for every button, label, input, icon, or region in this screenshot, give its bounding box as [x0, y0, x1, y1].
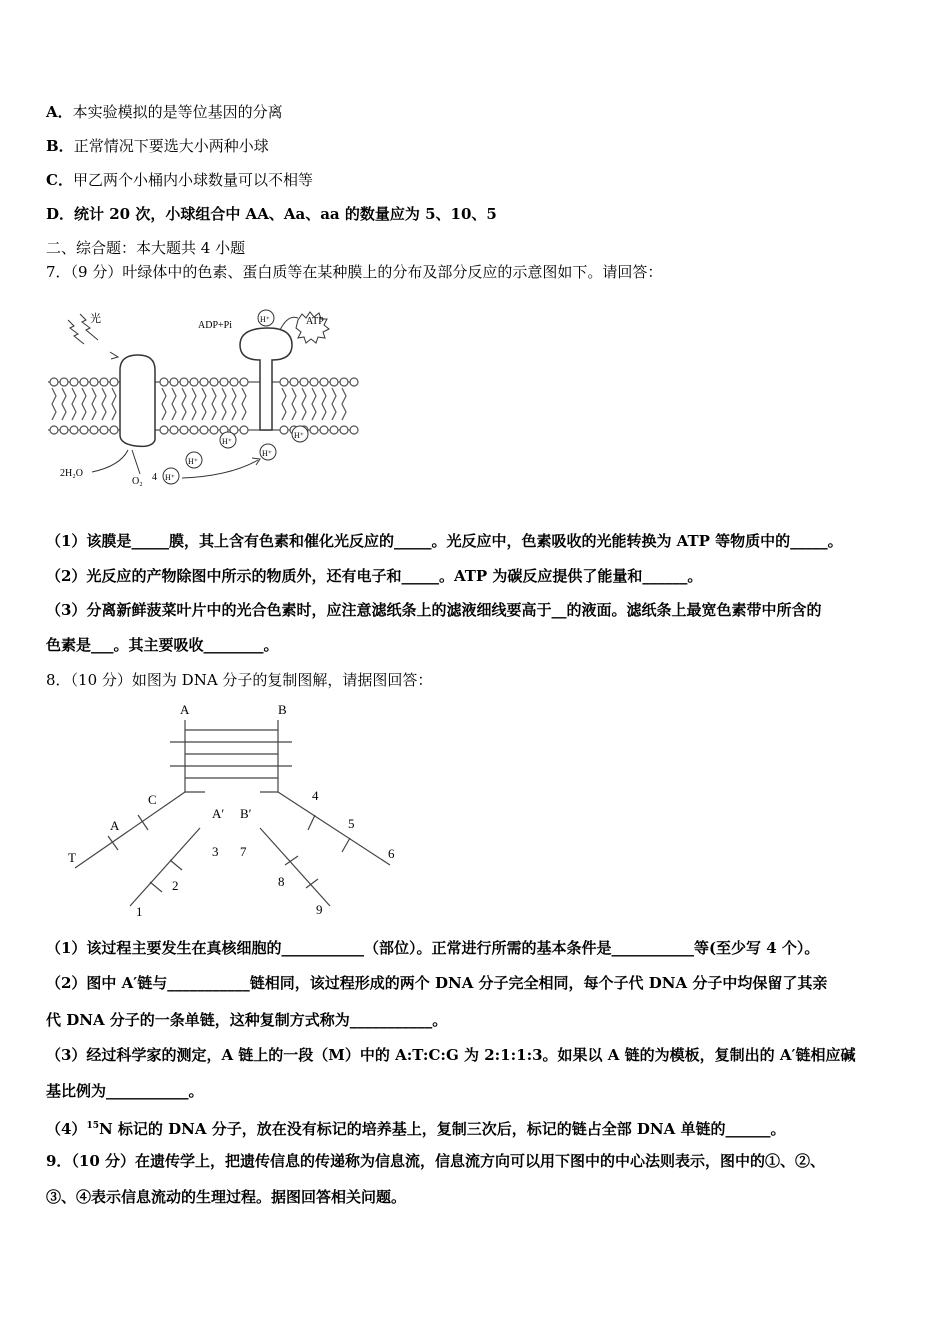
q9-line2: ③、④表示信息流动的生理过程。据图回答相关问题。: [46, 1188, 407, 1206]
label-b: B: [278, 702, 287, 717]
label-8: 8: [278, 874, 285, 889]
label-a: A: [180, 702, 190, 717]
q8-sub4: [46, 1116, 786, 1139]
h-plus-label: H⁺: [188, 457, 198, 466]
q8-sub2b: 代 DNA 分子的一条单链，这种复制方式称为___________。: [46, 1011, 448, 1029]
h-plus-label: H⁺: [260, 315, 270, 324]
label-7: 7: [240, 844, 247, 859]
label-6: 6: [388, 846, 395, 861]
label-3: 3: [212, 844, 219, 859]
photosystem-protein: [120, 355, 155, 446]
option-text: 正常情况下要选大小两种小球: [73, 137, 269, 155]
label-c: C: [148, 792, 157, 807]
dna-replication-figure: [60, 700, 420, 925]
label-9: 9: [316, 902, 323, 917]
q8-sub4-text: N 标记的 DNA 分子，放在没有标记的培养基上，复制三次后，标记的链占全部 DNA 单链的______。: [98, 1120, 786, 1138]
q8-sub1: （1）该过程主要发生在真核细胞的___________（部位）。正常进行所需的基本条件是___________等(至少写 4 个）。: [46, 939, 820, 957]
label-b-prime: B′: [240, 806, 252, 821]
q9-line1: 9．（10 分）在遗传学上，把遗传信息的传递称为信息流，信息流方向可以用下图中的中心法则表示，图中的①、②、: [46, 1152, 826, 1170]
option-d: [46, 204, 497, 224]
option-letter: C．: [46, 171, 73, 189]
lipid-bilayer: [48, 378, 358, 434]
option-letter: A．: [46, 103, 73, 121]
q7-sub3a: （3）分离新鲜菠菜叶片中的光合色素时，应注意滤纸条上的滤液细线要高于__的液面。滤纸条上最宽色素带中所含的: [46, 601, 822, 619]
water-label: 2H₂O: [60, 468, 83, 479]
light-label: 光: [90, 313, 101, 325]
option-text: 统计 20 次，小球组合中 AA、Aa、aa 的数量应为 5、10、5: [74, 205, 497, 223]
label-1: 1: [136, 904, 143, 919]
adp-label: ADP+Pi: [198, 320, 232, 331]
oxygen-label: O₂: [132, 476, 143, 487]
h-plus-label: H⁺: [222, 437, 232, 446]
option-text: 甲乙两个小桶内小球数量可以不相等: [72, 171, 313, 189]
label-5: 5: [348, 816, 355, 831]
q8-sub4-prefix: （4）: [46, 1120, 87, 1138]
isotope-superscript: 15: [86, 1121, 99, 1131]
atp-label: ATP: [306, 316, 324, 327]
option-a: [46, 102, 283, 122]
option-c: [46, 170, 313, 190]
label-2: 2: [172, 878, 179, 893]
q8-sub3b: 基比例为___________。: [46, 1082, 204, 1100]
four-label: 4: [152, 472, 157, 483]
option-letter: B．: [46, 137, 74, 155]
label-4: 4: [312, 788, 319, 803]
h-plus-label: H⁺: [262, 449, 272, 458]
label-ta: A: [110, 818, 120, 833]
option-letter: D．: [46, 205, 75, 223]
q7-title: 7．（9 分）叶绿体中的色素、蛋白质等在某种膜上的分布及部分反应的示意图如下。请回答：: [46, 263, 663, 281]
label-a-prime: A′: [212, 806, 225, 821]
q7-sub3b: 色素是___。其主要吸收________。: [46, 636, 279, 654]
section-heading: 二、综合题：本大题共 4 小题: [46, 239, 246, 257]
q8-sub2a: （2）图中 A′链与___________链相同，该过程形成的两个 DNA 分子完全相同，每个子代 DNA 分子中均保留了其亲: [46, 974, 828, 992]
h-plus-label: H⁺: [165, 473, 175, 482]
q8-title: 8．（10 分）如图为 DNA 分子的复制图解，请据图回答：: [46, 671, 433, 689]
membrane-figure: [40, 300, 370, 495]
h-plus-label: H⁺: [294, 431, 304, 440]
option-text: 本实验模拟的是等位基因的分离: [72, 103, 283, 121]
label-tt: T: [68, 850, 76, 865]
option-b: [46, 136, 269, 156]
q7-sub1: （1）该膜是_____膜，其上含有色素和催化光反应的_____。光反应中，色素吸收的光能转换为 ATP 等物质中的_____。: [46, 532, 843, 550]
q7-sub2: （2）光反应的产物除图中所示的物质外，还有电子和_____。ATP 为碳反应提供了能量和______。: [46, 567, 703, 585]
q8-sub3a: （3）经过科学家的测定，A 链上的一段（M）中的 A:T:C:G 为 2:1:1:3。如果以 A 链的为模板，复制出的 A′链相应碱: [46, 1046, 856, 1064]
